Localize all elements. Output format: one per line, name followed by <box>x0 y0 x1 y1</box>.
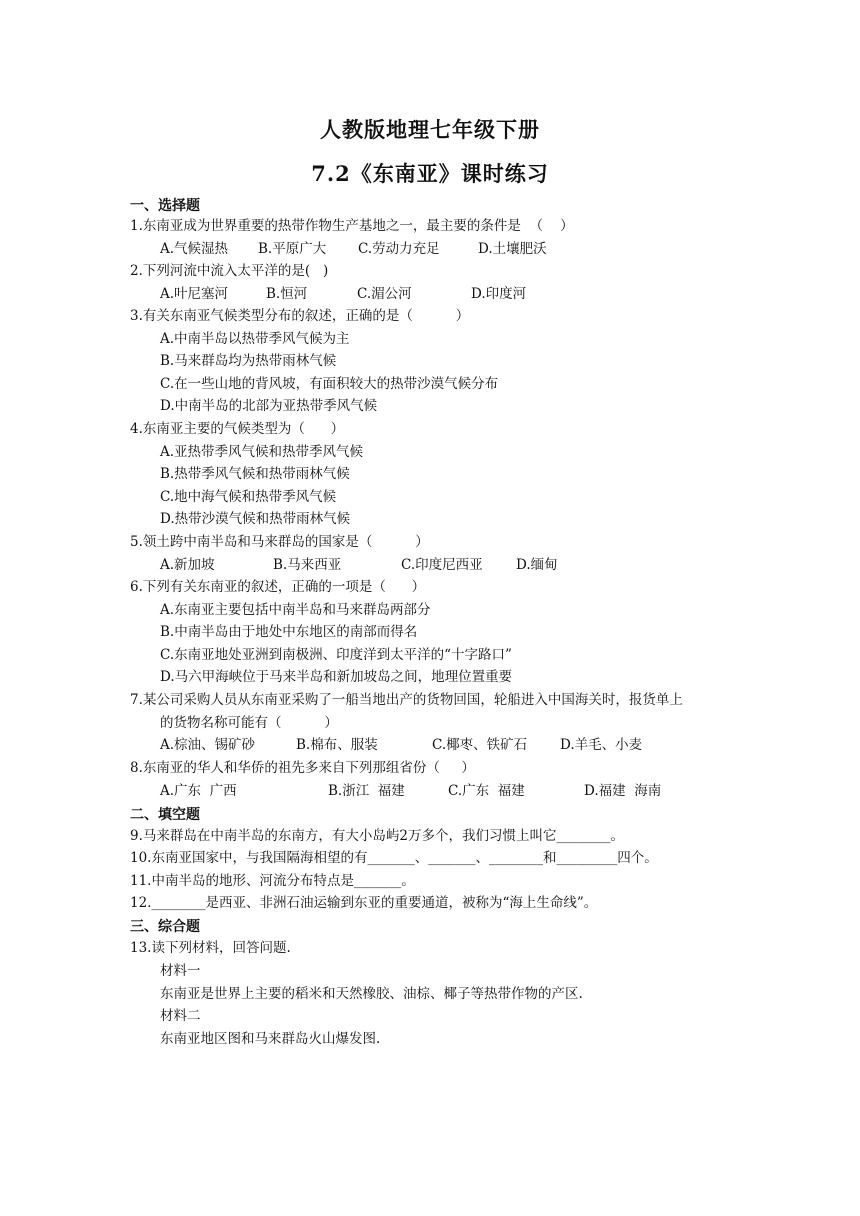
section-heading-comprehensive: 三、综合题 <box>130 919 200 935</box>
option-d: D.土壤肥沃 <box>478 241 547 257</box>
question-3-option-d: D.中南半岛的北部为亚热带季风气候 <box>160 398 378 414</box>
question-7-stem-continued: 的货物名称可能有（ ） <box>160 715 338 731</box>
material-2-text: 东南亚地区图和马来群岛火山爆发图. <box>160 1031 381 1047</box>
option-a: A.气候湿热 <box>160 241 229 257</box>
question-4-option-b: B.热带季风气候和热带雨林气候 <box>160 466 350 482</box>
question-6-option-c: C.东南亚地处亚洲到南极洲、印度洋到太平洋的“十字路口” <box>160 647 512 663</box>
question-7-options <box>160 735 642 755</box>
option-d: D.缅甸 <box>516 557 558 573</box>
section-heading-choice: 一、选择题 <box>130 198 200 214</box>
question-1-options <box>160 239 547 259</box>
option-b: B.平原广大 <box>258 241 327 257</box>
option-d: D.羊毛、小麦 <box>560 737 643 753</box>
option-a: A.广东 广西 <box>160 783 237 799</box>
question-6-stem: 6.下列有关东南亚的叙述，正确的一项是（ ） <box>130 579 426 595</box>
option-a: A.新加坡 <box>160 557 215 573</box>
question-3-option-b: B.马来群岛均为热带雨林气候 <box>160 353 337 369</box>
option-c: C.湄公河 <box>357 286 412 302</box>
question-2-stem: 2.下列河流中流入太平洋的是( ) <box>130 263 329 279</box>
option-a: A.棕油、锡矿砂 <box>160 737 256 753</box>
option-d: D.印度河 <box>471 286 527 302</box>
question-8-stem: 8.东南亚的华人和华侨的祖先多来自下列那组省份（ ） <box>130 760 475 776</box>
option-b: B.浙江 福建 <box>328 783 405 799</box>
question-4-stem: 4.东南亚主要的气候类型为（ ） <box>130 421 345 437</box>
option-d: D.福建 海南 <box>584 783 662 799</box>
question-2-options <box>160 284 526 304</box>
doc-title: 人教版地理七年级下册 <box>320 117 540 142</box>
question-9: 9.马来群岛在中南半岛的东南方，有大小岛屿2万多个，我们习惯上叫它________。 <box>130 828 624 844</box>
option-b: B.恒河 <box>266 286 308 302</box>
material-1-label: 材料一 <box>160 963 201 979</box>
question-4-option-c: C.地中海气候和热带季风气候 <box>160 489 337 505</box>
section-heading-fill: 二、填空题 <box>130 807 200 823</box>
question-5-options <box>160 555 558 575</box>
question-1-stem: 1.东南亚成为世界重要的热带作物生产基地之一，最主要的条件是 （ ） <box>130 218 574 234</box>
question-11: 11.中南半岛的地形、河流分布特点是_______。 <box>130 873 415 889</box>
option-a: A.叶尼塞河 <box>160 286 229 302</box>
question-5-stem: 5.领土跨中南半岛和马来群岛的国家是（ ） <box>130 534 429 550</box>
question-8-options <box>160 781 661 801</box>
material-1-text: 东南亚是世界上主要的稻米和天然橡胶、油棕、椰子等热带作物的产区. <box>160 986 583 1002</box>
option-c: C.椰枣、铁矿石 <box>432 737 528 753</box>
question-10: 10.东南亚国家中，与我国隔海相望的有_______、_______、________和_________四个。 <box>130 850 658 866</box>
question-3-stem: 3.有关东南亚气候类型分布的叙述，正确的是（ ） <box>130 308 470 324</box>
question-4-option-a: A.亚热带季风气候和热带季风气候 <box>160 444 364 460</box>
question-3-option-c: C.在一些山地的背风坡，有面积较大的热带沙漠气候分布 <box>160 376 499 392</box>
option-b: B.棉布、服装 <box>296 737 378 753</box>
option-c: C.广东 福建 <box>448 783 525 799</box>
option-c: C.劳动力充足 <box>358 241 440 257</box>
question-6-option-a: A.东南亚主要包括中南半岛和马来群岛两部分 <box>160 602 431 618</box>
doc-subtitle: 7.2《东南亚》课时练习 <box>311 161 549 186</box>
question-12: 12.________是西亚、非洲石油运输到东亚的重要通道，被称为“海上生命线”。 <box>130 895 598 911</box>
question-3-option-a: A.中南半岛以热带季风气候为主 <box>160 331 350 347</box>
option-c: C.印度尼西亚 <box>401 557 483 573</box>
question-13-stem: 13.读下列材料，回答问题. <box>130 940 291 956</box>
question-4-option-d: D.热带沙漠气候和热带雨林气候 <box>160 511 351 527</box>
question-6-option-d: D.马六甲海峡位于马来半岛和新加坡岛之间，地理位置重要 <box>160 669 513 685</box>
material-2-label: 材料二 <box>160 1008 201 1024</box>
option-b: B.马来西亚 <box>273 557 342 573</box>
question-7-stem: 7.某公司采购人员从东南亚采购了一船当地出产的货物回国，轮船进入中国海关时，报货单上 <box>130 692 683 708</box>
question-6-option-b: B.中南半岛由于地处中东地区的南部而得名 <box>160 624 418 640</box>
